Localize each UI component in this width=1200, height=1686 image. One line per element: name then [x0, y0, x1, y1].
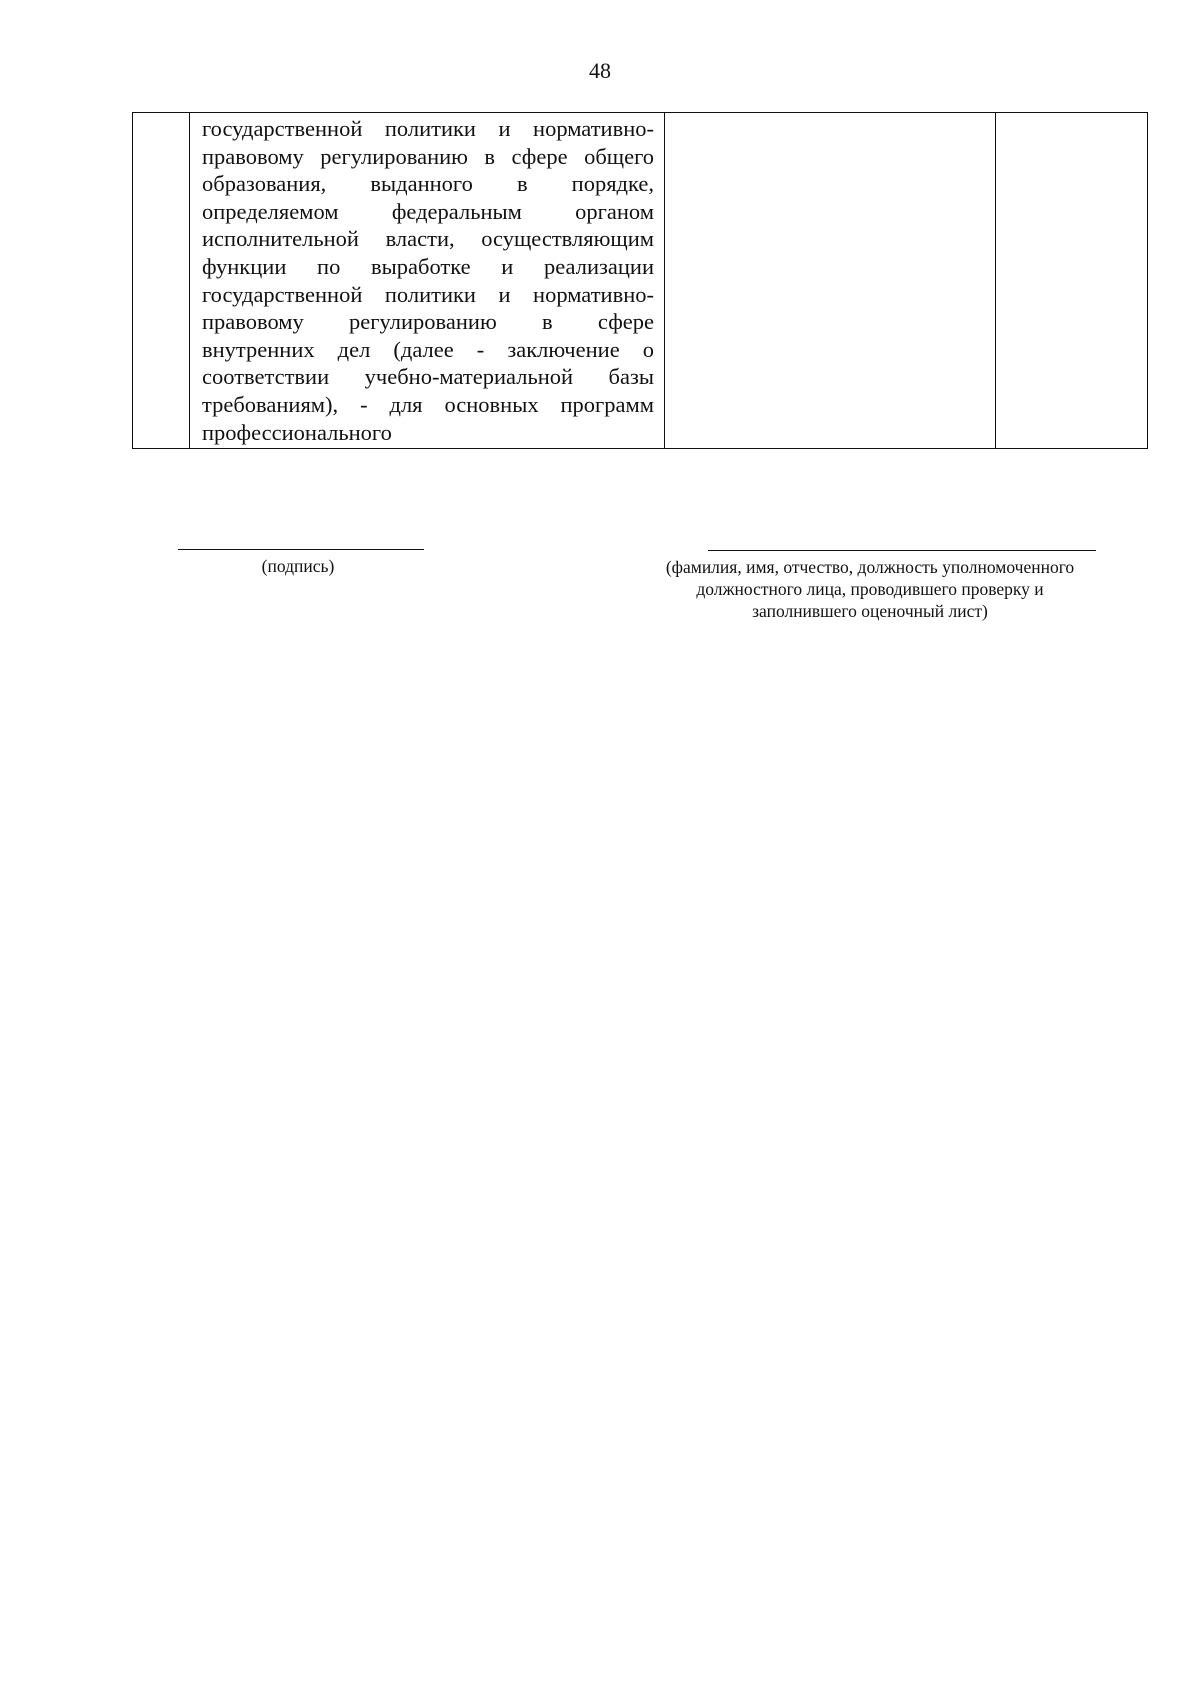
text-line: правовому регулированию в сфере общего [202, 143, 654, 169]
official-name-caption [620, 556, 1120, 622]
caption-line: (фамилия, имя, отчество, должность уполномоченного [665, 557, 1075, 577]
result-cell [996, 113, 1148, 449]
text-line: внутренних дел (далее - заключение о [202, 336, 654, 362]
number-cell [133, 113, 190, 449]
assessment-cell [665, 113, 996, 449]
text-line: требованиям), - для основных программ [202, 391, 654, 417]
page-number: 48 [589, 58, 611, 83]
official-name-line [708, 550, 1096, 551]
text-line: исполнительной власти, осуществляющим [202, 226, 654, 252]
text-line: государственной политики и нормативно- [202, 116, 654, 141]
evaluation-table [132, 112, 1148, 449]
text-line: образования, выданного в порядке, [202, 171, 654, 197]
signature-line [178, 549, 424, 550]
requirement-text [190, 113, 664, 446]
text-line: соответствии учебно-материальной базы [202, 364, 654, 390]
text-line-last: профессионального [202, 419, 392, 445]
caption-line: должностного лица, проводившего проверку и [696, 579, 1044, 599]
text-line: государственной политики и нормативно- [202, 281, 654, 307]
requirement-text-cell [190, 113, 665, 449]
text-line: определяемом федеральным органом [202, 198, 654, 224]
table-row [133, 113, 1148, 449]
caption-line: заполнившего оценочный лист) [752, 601, 988, 621]
signature-caption: (подпись) [261, 556, 335, 576]
text-line: функции по выработке и реализации [202, 253, 654, 279]
text-line: правовому регулированию в сфере [202, 309, 654, 335]
